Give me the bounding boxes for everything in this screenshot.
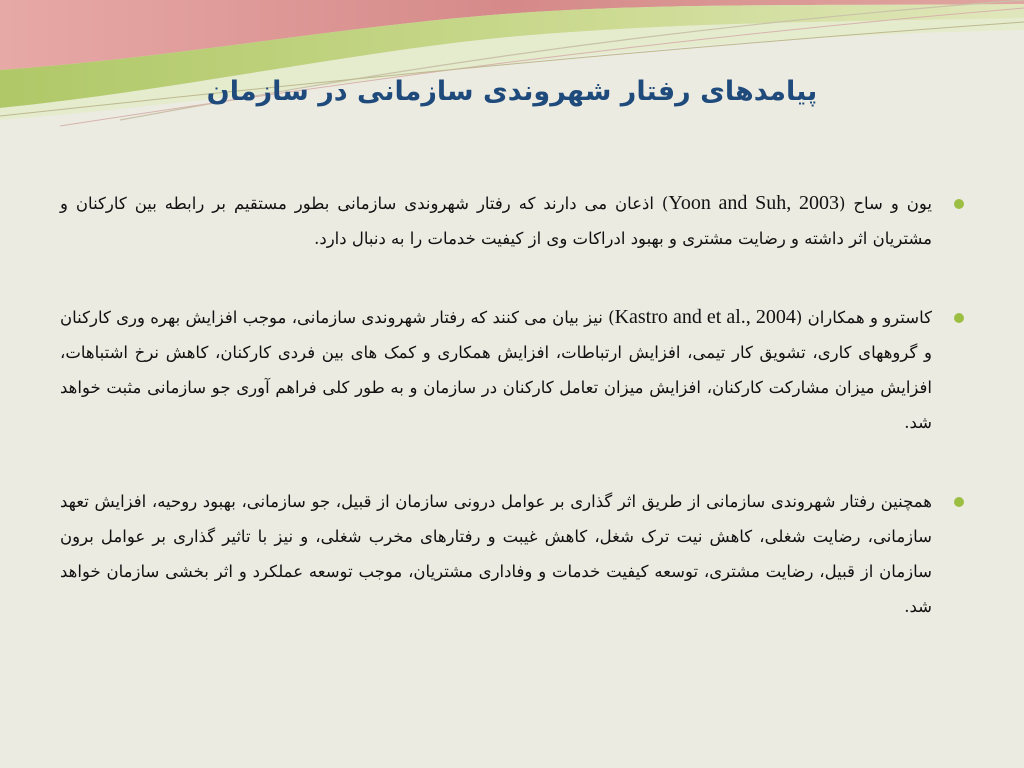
bullet-dot-icon <box>954 199 964 209</box>
bullet-list <box>60 186 966 624</box>
bullet-text: همچنین رفتار شهروندی سازمانی از طریق اثر گذاری بر عوامل درونی سازمان از قبیل، جو سازمانی، بهبود روحیه، افزایش تعهد سازمانی، رضایت شغلی، کاهش نیت ترک شغل، کاهش غیبت و رفتارهای مخرب شغلی، و نیز با تاثیر گذاری بر عوامل برون سازمان از قبیل، رضایت مشتری، توسعه کیفیت خدمات و وفاداری مشتریان، موجب توسعه عملکرد و اثر بخشی سازمان خواهد شد. <box>60 492 932 616</box>
slide-title: پیامدهای رفتار شهروندی سازمانی در سازمان <box>206 76 818 107</box>
citation: Yoon and Suh, 2003 <box>668 192 839 214</box>
wave-decoration <box>0 0 1024 140</box>
bullet-text: کاسترو و همکاران ( <box>795 308 932 327</box>
bullet-item <box>60 186 966 256</box>
bullet-text: ) نیز بیان می کنند که رفتار شهروندی سازمانی، موجب افزایش بهره وری کارکنان و گروههای کاری، تشویق کار تیمی، افزایش ارتباطات، افزایش همکاری و کمک های بین فردی کارکنان، کاهش نرخ اشتباهات، افزایش میزان مشارکت کارکنان، افزایش میزان تعامل کارکنان در سازمان و به طور کلی فراهم آوری جو سازمانی مثبت خواهد شد. <box>60 308 933 432</box>
bullet-text: یون و ساح ( <box>838 194 932 213</box>
bullet-dot-icon <box>954 497 964 507</box>
bullet-item <box>60 300 966 440</box>
bullet-dot-icon <box>954 313 964 323</box>
bullet-item <box>60 484 966 624</box>
bullet-text: ) اذعان می دارند که رفتار شهروندی سازمانی بطور مستقیم بر رابطه بین کارکنان و مشتریان اثر داشته و رضایت مشتری و بهبود ادراکات وی از کیفیت خدمات را به دنبال دارد. <box>60 194 932 248</box>
citation: Kastro and et al., 2004 <box>614 306 796 328</box>
